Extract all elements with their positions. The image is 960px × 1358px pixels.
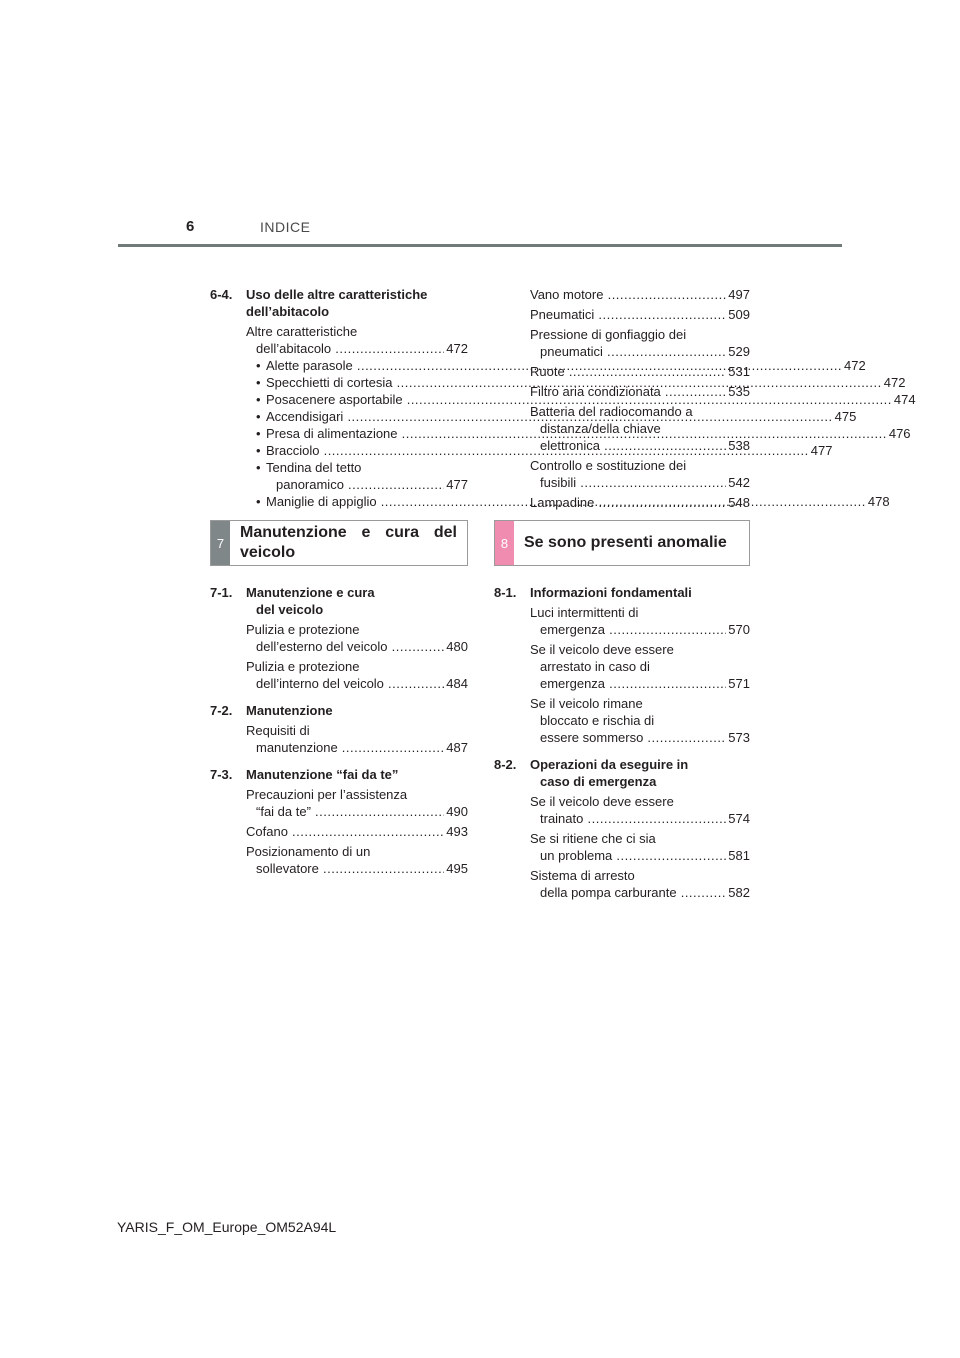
- toc-entry[interactable]: Se il veicolo deve essere trainato ..... 574: [530, 793, 750, 827]
- toc-subentry[interactable]: • Posacenere asportabile ..... 474: [246, 391, 468, 408]
- toc-entry[interactable]: Altre caratteristiche dell’abitacolo ..... 472: [246, 323, 468, 357]
- right-column-bottom: [494, 584, 750, 901]
- section-heading: 7-3. Manutenzione “fai da te”: [210, 767, 399, 782]
- toc-entry[interactable]: Controllo e sostituzione dei fusibili ..... 542: [530, 457, 750, 491]
- toc-entry[interactable]: Lampadine ..... 548: [530, 494, 750, 511]
- section-heading: 7-1. Manutenzione e cura del veicolo: [210, 585, 375, 617]
- toc-entry[interactable]: Ruote ..... 531: [530, 363, 750, 380]
- chapter-7-box[interactable]: [210, 520, 468, 566]
- toc-entry[interactable]: Sistema di arresto della pompa carburante ..... 582: [530, 867, 750, 901]
- toc-entry[interactable]: Cofano ..... 493: [246, 823, 468, 840]
- section-heading: 8-2. Operazioni da eseguire in caso di emergenza: [494, 757, 689, 789]
- toc-subentry[interactable]: • Maniglie di appiglio ..... 478: [246, 493, 468, 510]
- toc-subentry[interactable]: • Bracciolo ..... 477: [246, 442, 468, 459]
- toc-entry[interactable]: Vano motore ..... 497: [530, 286, 750, 303]
- section-heading: 6-4. Uso delle altre caratteristiche dell’abitacolo: [210, 287, 428, 319]
- toc-entry[interactable]: Se il veicolo rimane bloccato e rischia di essere sommerso ..... 573: [530, 695, 750, 746]
- toc-subentry[interactable]: • Presa di alimentazione ..... 476: [246, 425, 468, 442]
- header-rule: [118, 244, 842, 247]
- toc-entry[interactable]: Pressione di gonfiaggio dei pneumatici ..... 529: [530, 326, 750, 360]
- section-heading: 7-2. Manutenzione: [210, 703, 333, 718]
- toc-subentry[interactable]: • Alette parasole ..... 472: [246, 357, 468, 374]
- toc-entry[interactable]: Batteria del radiocomando a distanza/della chiave elettronica ..... 538: [530, 403, 750, 454]
- toc-entry[interactable]: Filtro aria condizionata ..... 535: [530, 383, 750, 400]
- toc-entry[interactable]: Luci intermittenti di emergenza ..... 570: [530, 604, 750, 638]
- chapter-8-box[interactable]: [494, 520, 750, 566]
- chapter-number-tab: 8: [495, 521, 514, 565]
- toc-subentry[interactable]: • Specchietti di cortesia ..... 472: [246, 374, 468, 391]
- toc-entry[interactable]: Requisiti di manutenzione ..... 487: [246, 722, 468, 756]
- left-column-bottom: [210, 584, 468, 877]
- toc-entry[interactable]: Precauzioni per l’assistenza “fai da te” ..... 490: [246, 786, 468, 820]
- toc-entry[interactable]: Pneumatici ..... 509: [530, 306, 750, 323]
- toc-entry[interactable]: Pulizia e protezione dell’esterno del veicolo ..... 480: [246, 621, 468, 655]
- toc-subentry[interactable]: • Accendisigari ..... 475: [246, 408, 468, 425]
- toc-entry[interactable]: Pulizia e protezione dell’interno del veicolo ..... 484: [246, 658, 468, 692]
- section-heading: 8-1. Informazioni fondamentali: [494, 585, 692, 600]
- toc-subentry[interactable]: • Tendina del tetto panoramico ..... 477: [246, 459, 468, 493]
- document-code-footer: YARIS_F_OM_Europe_OM52A94L: [117, 1219, 337, 1235]
- page-number: 6: [186, 218, 195, 235]
- chapter-title: Manutenzione e cura del veicolo: [240, 524, 457, 561]
- toc-entry[interactable]: Se il veicolo deve essere arrestato in caso di emergenza ..... 571: [530, 641, 750, 692]
- right-column-top: [494, 286, 750, 511]
- toc-entry[interactable]: Posizionamento di un sollevatore ..... 495: [246, 843, 468, 877]
- chapter-title: Se sono presenti anomalie: [524, 534, 727, 551]
- toc-entry[interactable]: Se si ritiene che ci sia un problema ..... 581: [530, 830, 750, 864]
- chapter-number-tab: 7: [211, 521, 230, 565]
- section-header: INDICE: [260, 219, 311, 235]
